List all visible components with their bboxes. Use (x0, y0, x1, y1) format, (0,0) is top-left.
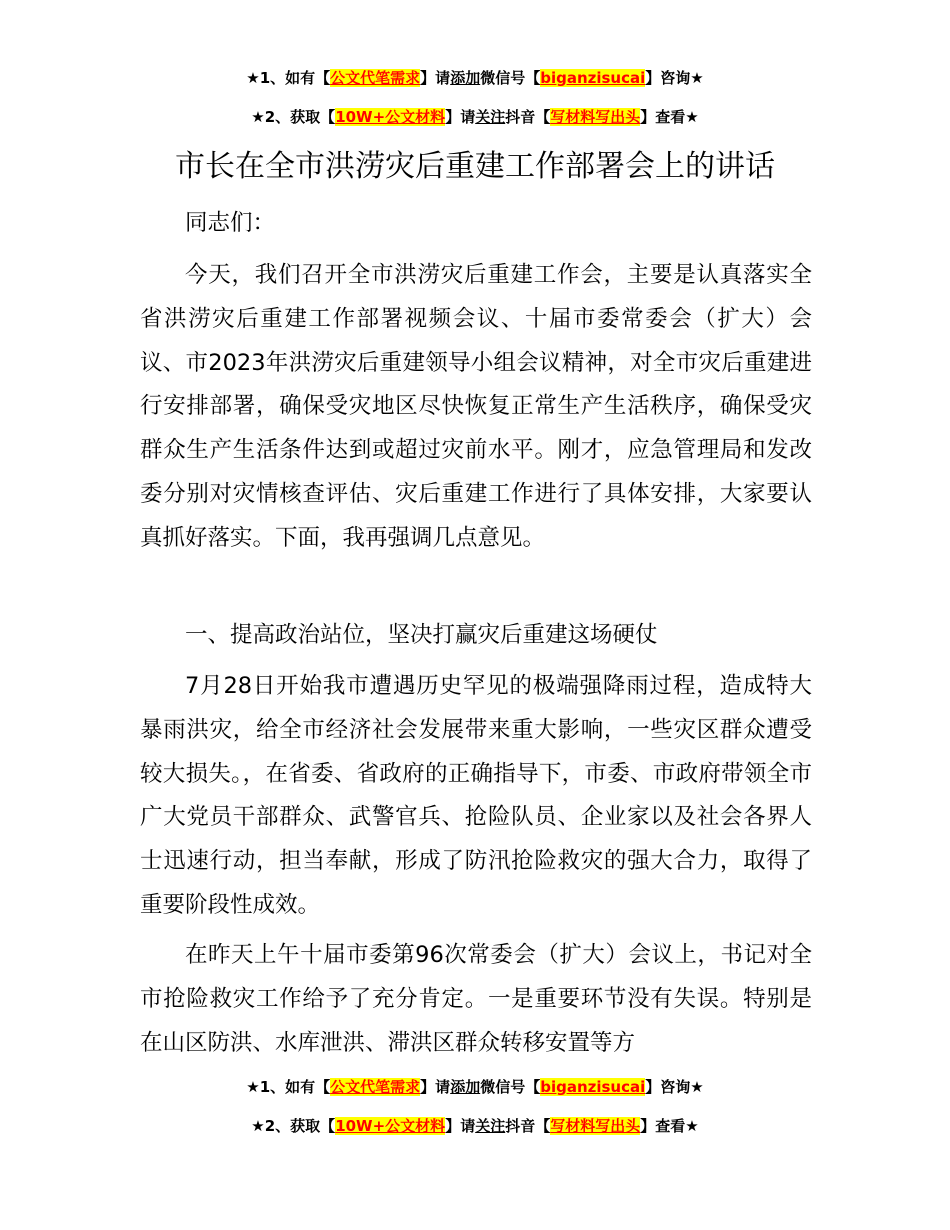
promo-banner-bottom-line2 (0, 1116, 950, 1136)
banner-text: 抖音【 (505, 108, 551, 126)
banner-highlight: 10W+公文材料 (335, 1117, 446, 1135)
banner-highlight: biganzisucai (540, 1078, 646, 1096)
promo-banner-top-line2 (0, 107, 950, 127)
banner-text: 】请 (445, 1117, 476, 1135)
promo-banner-top-line1 (0, 68, 950, 88)
banner-text: 】查看★ (640, 108, 699, 126)
promo-banner-bottom-line1 (0, 1077, 950, 1097)
banner-text: 】咨询★ (645, 69, 704, 87)
section-heading-1: 一、提高政治站位，坚决打赢灾后重建这场硬仗 (185, 622, 658, 648)
paragraph-intro: 今天，我们召开全市洪涝灾后重建工作会，主要是认真落实全省洪涝灾后重建工作部署视频会议、十届市委常委会（扩大）会议、市2023年洪涝灾后重建领导小组会议精神，对全市灾后重建进行安排部署，确保受灾地区尽快恢复正常生产生活秩序，确保受灾群众生产生活条件达到或超过灾前水平。刚才，应急管理局和发改委分别对灾情核查评估、灾后重建工作进行了具体安排，大家要认真抓好落实。下面，我再强调几点意见。 (140, 262, 812, 551)
banner-text: 微信号【 (480, 69, 541, 87)
banner-highlight: biganzisucai (540, 69, 646, 87)
banner-underlined: 关注 (475, 108, 506, 126)
banner-underlined: 添加 (450, 1078, 481, 1096)
banner-highlight: 公文代笔需求 (330, 1078, 421, 1096)
banner-highlight: 10W+公文材料 (335, 108, 446, 126)
banner-text: ★2、获取【 (251, 108, 336, 126)
banner-highlight: 写材料写出头 (550, 1117, 641, 1135)
banner-text: 】请 (420, 1078, 451, 1096)
banner-text: 微信号【 (480, 1078, 541, 1096)
banner-underlined: 添加 (450, 69, 481, 87)
paragraph-disaster: 7月28日开始我市遭遇历史罕见的极端强降雨过程，造成特大暴雨洪灾，给全市经济社会发展带来重大影响，一些灾区群众遭受较大损失。，在省委、省政府的正确指导下，市委、市政府带领全市广大党员干部群众、武警官兵、抢险队员、企业家以及社会各界人士迅速行动，担当奉献，形成了防汛抢险救灾的强大合力，取得了重要阶段性成效。 (140, 673, 812, 918)
banner-text: 】咨询★ (645, 1078, 704, 1096)
banner-highlight: 写材料写出头 (550, 108, 641, 126)
banner-text: 】请 (445, 108, 476, 126)
banner-highlight: 公文代笔需求 (330, 69, 421, 87)
banner-text: 抖音【 (505, 1117, 551, 1135)
banner-text: 】请 (420, 69, 451, 87)
document-title: 市长在全市洪涝灾后重建工作部署会上的讲话 (175, 149, 775, 184)
paragraph-meeting: 在昨天上午十届市委第96次常委会（扩大）会议上，书记对全市抢险救灾工作给予了充分肯定。一是重要环节没有失误。特别是在山区防洪、水库泄洪、滞洪区群众转移安置等方 (140, 942, 812, 1056)
banner-text: ★1、如有【 (246, 1078, 331, 1096)
banner-text: ★1、如有【 (246, 69, 331, 87)
banner-text: ★2、获取【 (251, 1117, 336, 1135)
banner-text: 】查看★ (640, 1117, 699, 1135)
salutation: 同志们： (185, 210, 276, 236)
banner-underlined: 关注 (475, 1117, 506, 1135)
